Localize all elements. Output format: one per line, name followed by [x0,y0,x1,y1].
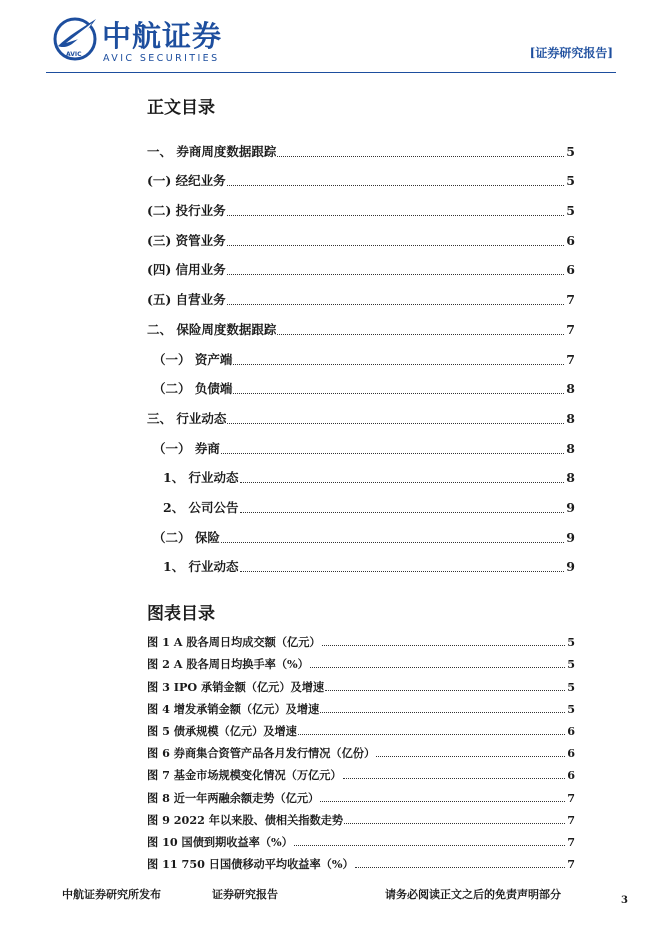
toc-entry-label: （二） 保险 [153,529,220,545]
toc-entry[interactable] [147,131,575,161]
toc-entry-page: 5 [566,203,575,219]
toc-entry[interactable] [147,190,575,220]
dot-leader [227,245,565,246]
toc-entry-page: 8 [566,440,575,456]
figure-entry[interactable] [147,806,575,828]
toc-entry-page: 6 [566,262,575,278]
dot-leader [325,690,565,691]
figure-entry-page: 6 [567,723,575,738]
dot-leader [221,453,564,454]
toc-entry-label: 1、 行业动态 [163,470,239,486]
toc-entry-label: 三、 行业动态 [147,410,227,426]
figure-entry-label: 图 11 750 日国债移动平均收益率（%） [147,857,354,872]
toc-entry-page: 7 [566,292,575,308]
toc-entry[interactable] [147,279,575,309]
toc-entry[interactable] [147,517,575,547]
figure-entry-page: 5 [567,657,575,672]
dot-leader [227,423,564,424]
toc-entry[interactable] [147,309,575,339]
toc-entry[interactable] [147,250,575,280]
company-logo [52,16,252,66]
dot-leader [233,393,564,394]
dot-leader [240,482,565,483]
dot-leader [227,304,565,305]
figure-entry-page: 6 [567,746,575,761]
figure-entry-page: 7 [567,834,575,849]
logo-english-name: AVIC SECURITIES [103,53,220,64]
header-divider [46,72,616,73]
dot-leader [227,215,565,216]
toc-entry-page: 8 [566,381,575,397]
figure-entry-page: 6 [567,768,575,783]
figure-entry-label: 图 9 2022 年以来股、债相关指数走势 [147,812,344,827]
dot-leader [320,712,565,713]
figure-entry-page: 5 [567,701,575,716]
toc-entry-label: (三) 资管业务 [147,232,226,248]
dot-leader [233,364,564,365]
toc-entry[interactable] [147,428,575,458]
logo-chinese-name: 中航证券 [102,19,223,53]
dot-leader [376,756,565,757]
toc-entry-page: 5 [566,143,575,159]
toc-entry-label: 二、 保险周度数据跟踪 [147,321,277,337]
figure-entry-page: 7 [567,790,575,805]
toc-entry-page: 9 [566,499,575,515]
dot-leader [343,778,566,779]
figure-entry-page: 7 [567,812,575,827]
figure-entry[interactable] [147,717,575,739]
toc-entry[interactable] [147,458,575,488]
toc-entry-page: 8 [566,470,575,486]
toc-entry-label: (四) 信用业务 [147,262,226,278]
dot-leader [277,334,564,335]
dot-leader [277,156,564,157]
toc-entry-label: (一) 经纪业务 [147,173,226,189]
page-footer [0,880,662,920]
figure-entry[interactable] [147,739,575,761]
dot-leader [320,801,565,802]
figures-title: 图表目录 [147,604,215,624]
figure-entry-label: 图 5 债承规模（亿元）及增速 [147,723,297,738]
toc-entry-page: 5 [566,173,575,189]
toc-entry-label: 2、 公司公告 [163,499,239,515]
figure-entry[interactable] [147,783,575,805]
footer-publisher: 中航证券研究所发布 [62,888,161,901]
toc-entry[interactable] [147,547,575,577]
dot-leader [227,274,565,275]
toc-entry-page: 9 [566,559,575,575]
figure-list [147,628,575,872]
figure-entry-label: 图 6 券商集合资管产品各月发行情况（亿份） [147,746,376,761]
dot-leader [355,867,566,868]
report-type-label: [证券研究报告] [529,46,613,60]
toc-entry[interactable] [147,487,575,517]
figure-entry-page: 5 [567,679,575,694]
toc-entry[interactable] [147,339,575,369]
dot-leader [322,645,566,646]
dot-leader [310,667,565,668]
dot-leader [221,542,564,543]
dot-leader [298,734,565,735]
footer-disclaimer: 请务必阅读正文之后的免责声明部分 [385,888,561,901]
toc-entry[interactable] [147,161,575,191]
toc-entry[interactable] [147,369,575,399]
avic-logo-icon [52,16,98,62]
figure-entry-label: 图 1 A 股各周日均成交额（亿元） [147,635,321,650]
figure-entry[interactable] [147,650,575,672]
figure-entry-page: 7 [567,857,575,872]
toc-entry[interactable] [147,220,575,250]
figure-entry[interactable] [147,850,575,872]
figure-entry-page: 5 [567,635,575,650]
toc-entry-label: （一） 资产端 [153,351,233,367]
figure-entry-label: 图 10 国债到期收益率（%） [147,834,293,849]
toc-entry-page: 6 [566,232,575,248]
toc-title: 正文目录 [147,98,215,118]
table-of-contents [147,131,575,576]
dot-leader [344,823,565,824]
page-number: 3 [621,895,628,906]
figure-entry[interactable] [147,628,575,650]
toc-entry-label: 1、 行业动态 [163,559,239,575]
toc-entry-page: 8 [566,410,575,426]
toc-entry-label: （一） 券商 [153,440,220,456]
figure-entry-label: 图 4 增发承销金额（亿元）及增速 [147,701,320,716]
figure-entry-label: 图 2 A 股各周日均换手率（%） [147,657,309,672]
logo-mark-text: AVIC [66,51,82,58]
toc-entry-page: 7 [566,321,575,337]
figure-entry[interactable] [147,828,575,850]
dot-leader [227,185,565,186]
figure-entry[interactable] [147,672,575,694]
toc-entry[interactable] [147,398,575,428]
dot-leader [240,571,565,572]
footer-report: 证券研究报告 [212,888,278,901]
toc-entry-label: (五) 自营业务 [147,292,226,308]
toc-entry-label: (二) 投行业务 [147,203,226,219]
toc-entry-page: 7 [566,351,575,367]
figure-entry-label: 图 3 IPO 承销金额（亿元）及增速 [147,679,325,694]
toc-entry-label: （二） 负债端 [153,381,233,397]
page-header [0,0,662,76]
figure-entry-label: 图 8 近一年两融余额走势（亿元） [147,790,320,805]
figure-entry[interactable] [147,761,575,783]
figure-entry-label: 图 7 基金市场规模变化情况（万亿元） [147,768,342,783]
toc-entry-label: 一、 券商周度数据跟踪 [147,143,277,159]
figure-entry[interactable] [147,695,575,717]
dot-leader [240,512,565,513]
toc-entry-page: 9 [566,529,575,545]
dot-leader [294,845,565,846]
